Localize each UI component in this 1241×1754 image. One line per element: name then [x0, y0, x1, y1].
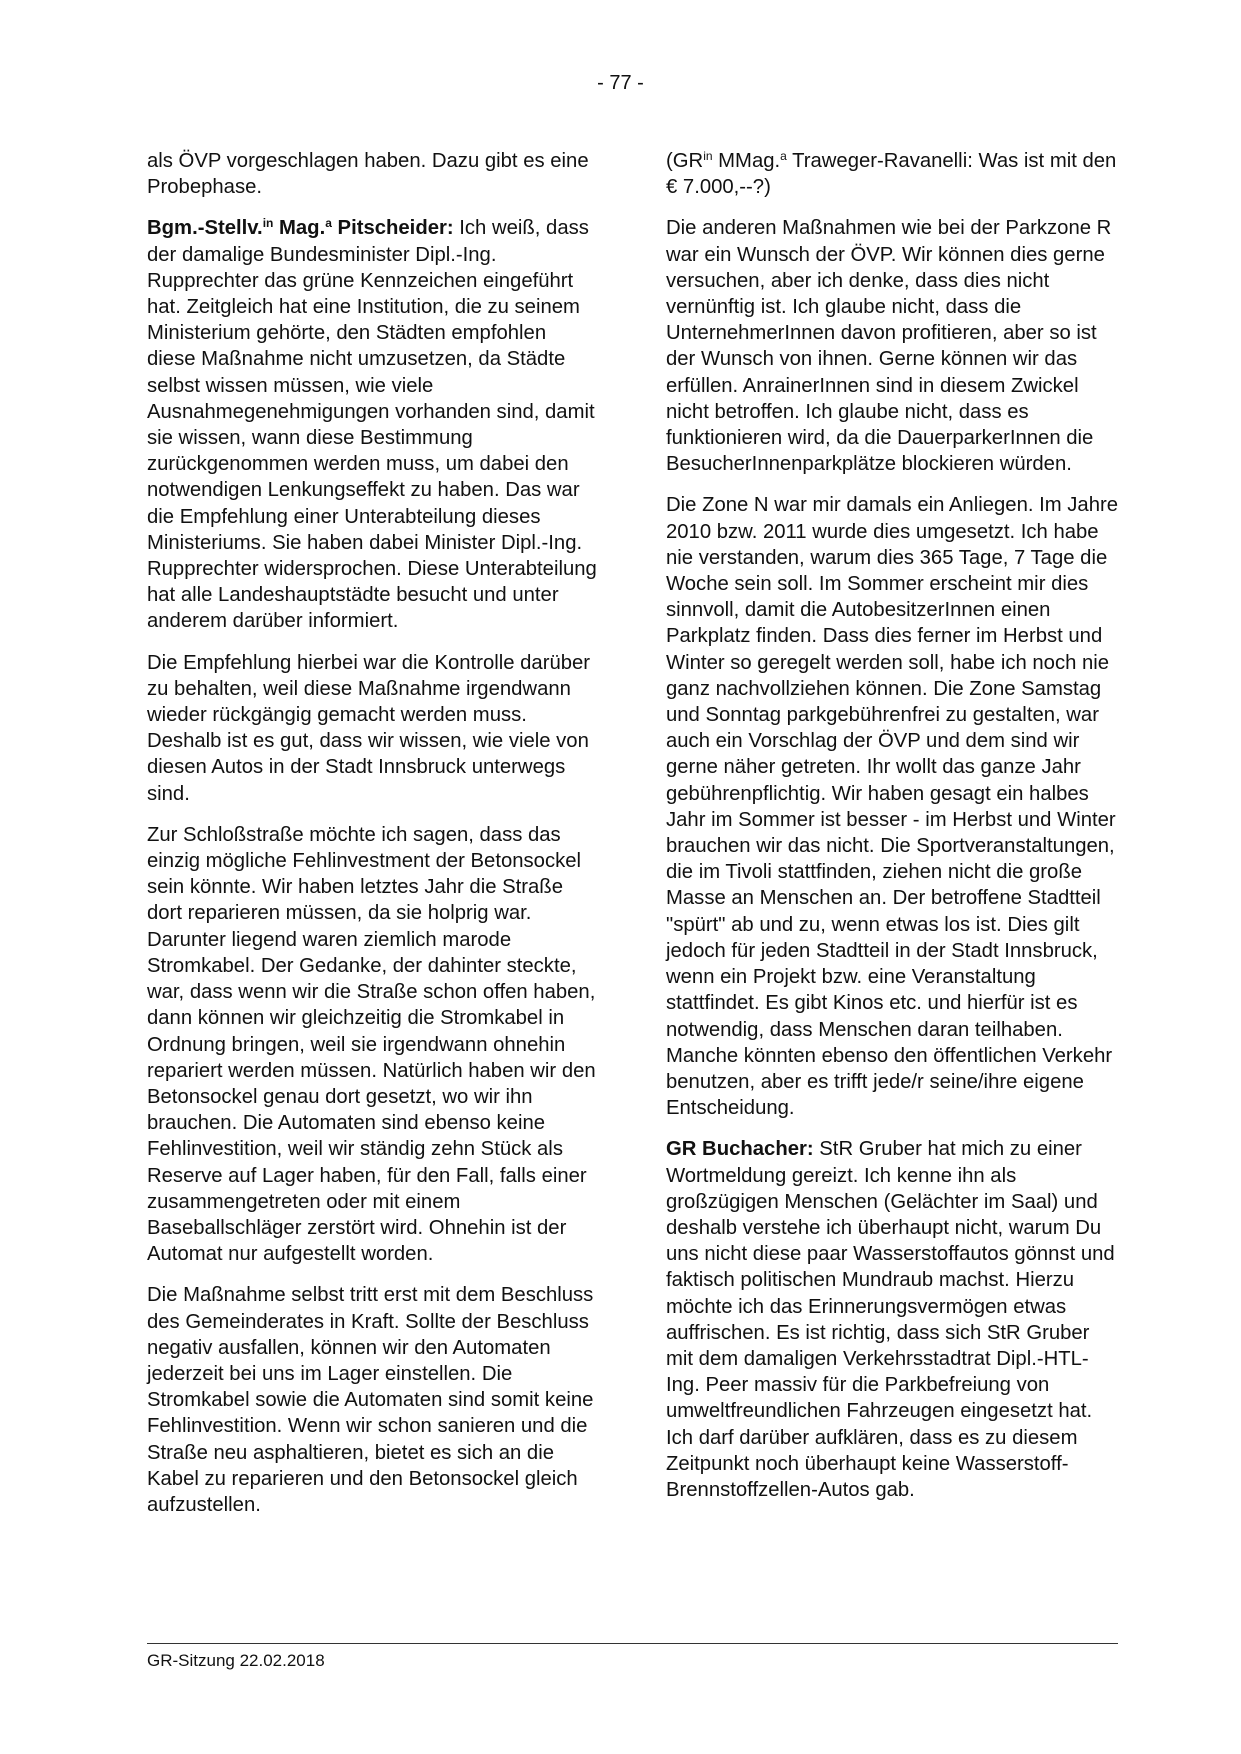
- speech-text: Ich weiß, dass der damalige Bundesminister Dipl.-Ing. Rupprechter das grüne Kennzeichen eingeführt hat. Zeitgleich hat eine Institution, die zu seinem Ministerium gehörte, den Städten empfohlen diese Maßnahme nicht umzusetzen, da Städte selbst wissen müssen, wie viele Ausnahmegenehmigungen vorhanden sind, damit sie wissen, wann diese Bestimmung zurückgenommen werden muss, um dabei den notwendigen Lenkungseffekt zu haben. Das war die Empfehlung einer Unterabteilung dieses Ministeriums. Sie haben dabei Minister Dipl.-Ing. Rupprechter widersprochen. Diese Unterabteilung hat alle Landeshauptstädte besucht und unter anderem darüber informiert.: [147, 217, 597, 633]
- paragraph: Die Maßnahme selbst tritt erst mit dem Beschluss des Gemeinderates in Kraft. Sollte der Beschluss negativ ausfallen, können wir den Automaten jederzeit bei uns im Lager einstellen. Die Stromkabel sowie die Automaten sind somit keine Fehlinvestition. Wenn wir schon sanieren und die Straße neu asphaltieren, bietet es sich an die Kabel zu reparieren und den Betonsockel gleich aufzustellen.: [147, 1284, 594, 1516]
- page-number: - 77 -: [597, 72, 644, 94]
- paragraph-speaker-buchacher: [666, 1136, 1118, 1503]
- paragraph: Die anderen Maßnahmen wie bei der Parkzone R war ein Wunsch der ÖVP. Wir können dies gerne versuchen, aber ich denke, dass dies nicht vernünftig ist. Ich glaube nicht, dass die UnternehmerInnen davon profitieren, aber so ist der Wunsch von ihnen. Gerne können wir das erfüllen. AnrainerInnen sind in diesem Zwickel nicht betroffen. Ich glaube nicht, dass es funktionieren wird, da die DauerparkerInnen die BesucherInnenparkplätze blockieren würden.: [666, 217, 1112, 476]
- interjection: ($GR^{in}$ MMag.$^a$ Traweger-Ravanelli: Was ist mit den € 7.000,--?): [666, 149, 1117, 199]
- paragraph-speaker-pitscheider: [147, 215, 599, 634]
- right-column: [666, 148, 1118, 1518]
- paragraph: Zur Schloßstraße möchte ich sagen, dass das einzig mögliche Fehlinvestment der Betonsockel sein könnte. Wir haben letztes Jahr die Straße dort reparieren müssen, da sie holprig war. Darunter liegend waren ziemlich marode Stromkabel. Der Gedanke, der dahinter steckte, war, dass wenn wir die Straße schon offen haben, dann können wir gleichzeitig die Stromkabel in Ordnung bringen, weil sie irgendwann ohnehin repariert werden müssen. Natürlich haben wir den Betonsockel genau dort gesetzt, wo wir ihn brauchen. Die Automaten sind ebenso keine Fehlinvestition, weil wir ständig zehn Stück als Reserve auf Lager haben, für den Fall, falls einer zusammengetreten oder mit einem Baseballschläger zerstört wird. Ohnehin ist der Automat nur aufgestellt worden.: [147, 823, 596, 1266]
- speaker-name: GR Buchacher:: [666, 1138, 814, 1161]
- left-column: [147, 148, 599, 1533]
- paragraph: Die Empfehlung hierbei war die Kontrolle darüber zu behalten, weil diese Maßnahme irgendwann wieder rückgängig gemacht werden muss. Deshalb ist es gut, dass wir wissen, wie viele von diesen Autos in der Stadt Innsbruck unterwegs sind.: [147, 651, 591, 805]
- speech-text: StR Gruber hat mich zu einer Wortmeldung gereizt. Ich kenne ihn als großzügigen Menschen (Gelächter im Saal) und deshalb verstehe ich überhaupt nicht, warum Du uns nicht diese paar Wasserstoffautos gönnst und faktisch politischen Mundraub machst. Hierzu möchte ich das Erinnerungsvermögen etwas auffrischen. Es ist richtig, dass sich StR Gruber mit dem damaligen Verkehrsstadtrat Dipl.-HTL-Ing. Peer massiv für die Parkbefreiung von umweltfreundlichen Fahrzeugen eingesetzt hat. Ich darf darüber aufklären, dass es zu diesem Zeitpunkt noch überhaupt keine Wasserstoff-Brennstoffzellen-Autos gab.: [666, 1138, 1115, 1501]
- paragraph: Die Zone N war mir damals ein Anliegen. Im Jahre 2010 bzw. 2011 wurde dies umgesetzt. Ich habe nie verstanden, warum dies 365 Tage, 7 Tage die Woche sein soll. Im Sommer erscheint mir dies sinnvoll, damit die AutobesitzerInnen einen Parkplatz finden. Dass dies ferner im Herbst und Winter so geregelt werden soll, habe ich noch nie ganz nachvollziehen können. Die Zone Samstag und Sonntag parkgebührenfrei zu gestalten, war auch ein Vorschlag der ÖVP und dem sind wir gerne näher getreten. Ihr wollt das ganze Jahr gebührenpflichtig. Wir haben gesagt ein halbes Jahr im Sommer ist besser - im Herbst und Winter brauchen wir das nicht. Die Sportveranstaltungen, die im Tivoli stattfinden, ziehen nicht die große Masse an Menschen an. Der betroffene Stadtteil "spürt" ab und zu, wenn etwas los ist. Dies gilt jedoch für jeden Stadtteil in der Stadt Innsbruck, wenn ein Projekt bzw. eine Veranstaltung stattfindet. Es gibt Kinos etc. und hierfür ist es notwendig, dass Menschen daran teilhaben. Manche könnten ebenso den öffentlichen Verkehr benutzen, aber es trifft jede/r seine/ihre eigene Entscheidung.: [666, 494, 1119, 1120]
- paragraph: als ÖVP vorgeschlagen haben. Dazu gibt es eine Probephase.: [147, 150, 589, 199]
- speaker-name: Bgm.-Stellv.$^{in}$ Mag.$^a$ Pitscheider:: [147, 216, 454, 240]
- footer-divider: [147, 1643, 1118, 1644]
- footer-session: GR-Sitzung 22.02.2018: [147, 1651, 325, 1670]
